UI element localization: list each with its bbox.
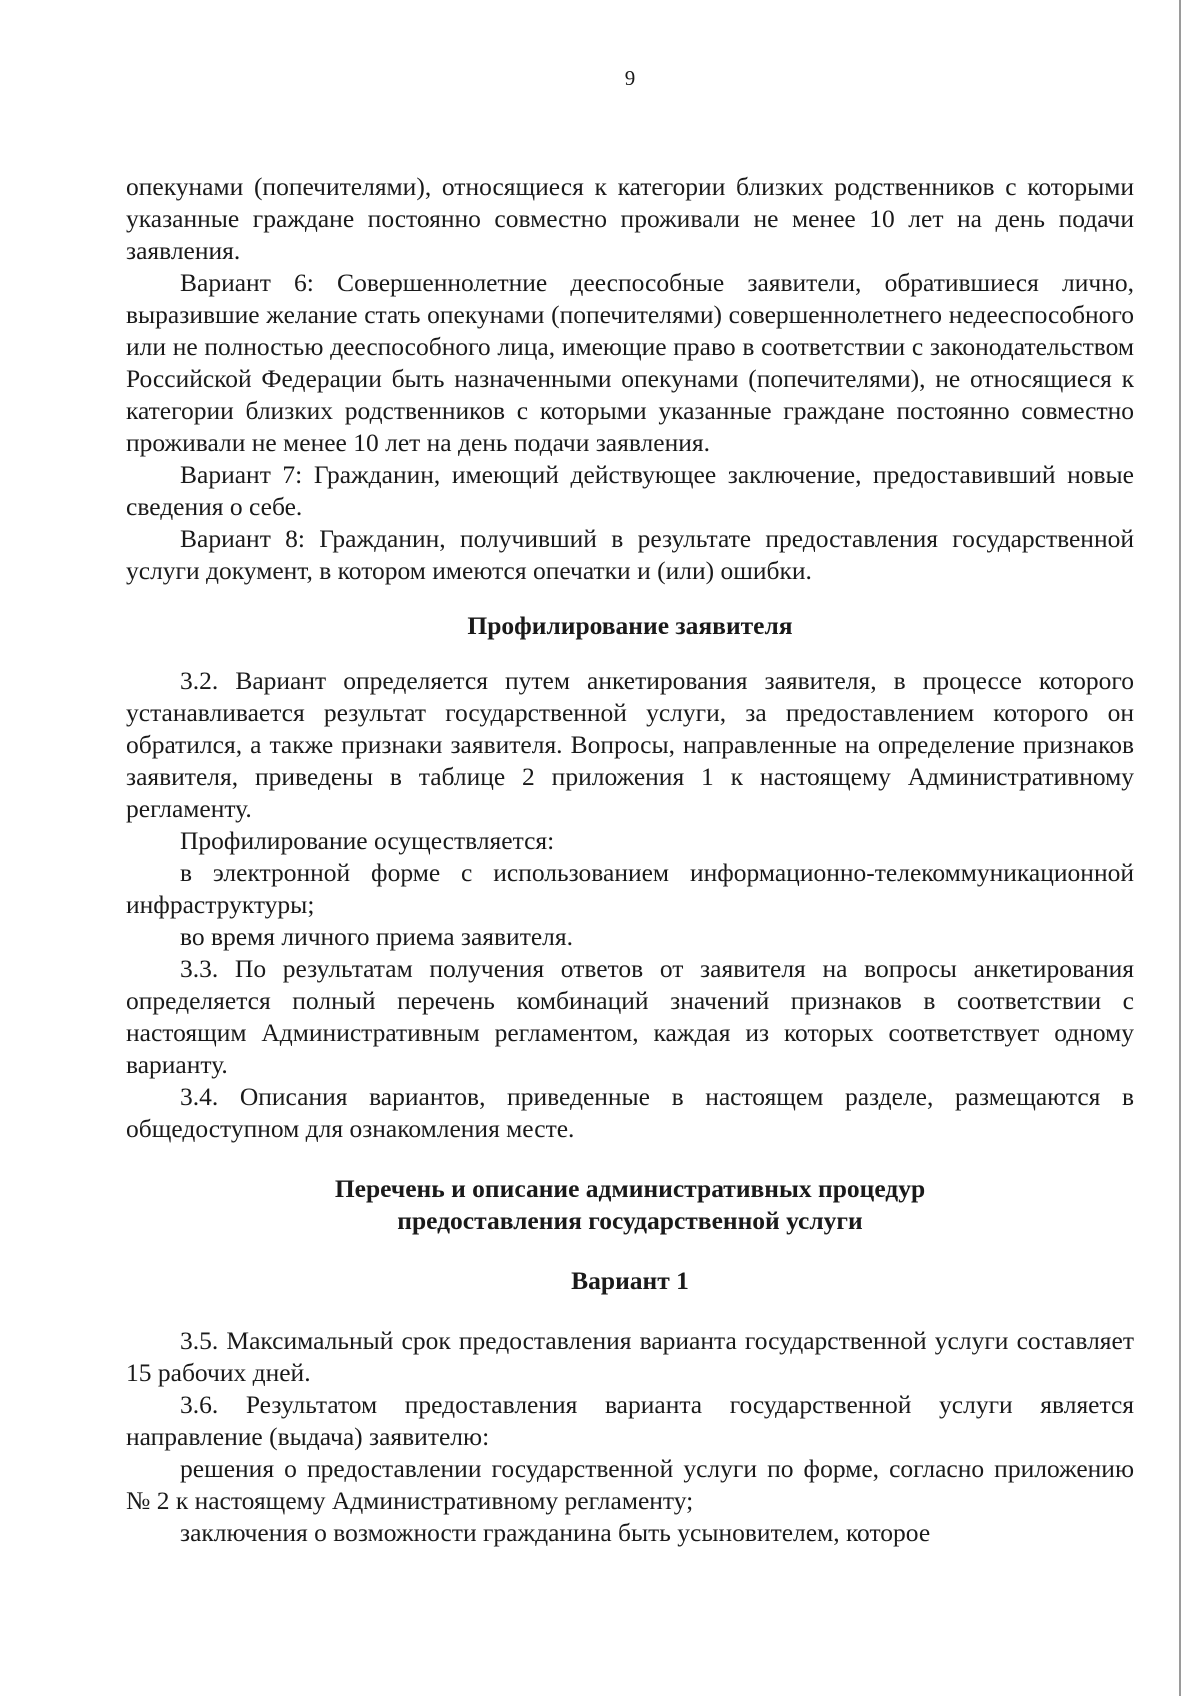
paragraph: Вариант 7: Гражданин, имеющий действующее заключение, предоставивший новые сведения о себе. [126,460,1134,521]
paragraph: 3.6. Результатом предоставления варианта государственной услуги является направление (выдача) заявителю: [126,1390,1134,1451]
paragraph: 3.5. Максимальный срок предоставления варианта государственной услуги составляет 15 рабочих дней. [126,1326,1134,1387]
paragraph: во время личного приема заявителя. [180,922,573,951]
paragraph: заключения о возможности гражданина быть усыновителем, которое [180,1518,931,1547]
document-body [126,171,1134,1549]
section-heading-variant-1: Вариант 1 [571,1266,689,1295]
paragraph: Вариант 8: Гражданин, получивший в результате предоставления государственной услуги документ, в котором имеются опечатки и (или) ошибки. [126,524,1134,585]
paragraph: Вариант 6: Совершеннолетние дееспособные заявители, обратившиеся лично, выразившие желание стать опекунами (попечителями) совершеннолетнего недееспособного или не полностью дееспособного лица, имеющие право в соответствии с законодательством Российской Федерации быть назначенными опекунами (попечителями), не относящиеся к категории близких родственников с которыми указанные граждане постоянно совместно проживали не менее 10 лет на день подачи заявления. [126,268,1134,457]
paragraph: 3.2. Вариант определяется путем анкетирования заявителя, в процессе которого устанавливается результат государственной услуги, за предоставлением которого он обратился, а также признаки заявителя. Вопросы, направленные на определение признаков заявителя, приведены в таблице 2 приложения 1 к настоящему Административному регламенту. [126,666,1134,823]
page-number: 9 [624,66,636,90]
section-heading-procedures-line-2: предоставления государственной услуги [397,1206,863,1235]
paragraph: в электронной форме с использованием информационно-телекоммуникационной инфраструктуры; [126,858,1134,919]
section-heading-procedures-line-1: Перечень и описание административных процедур [334,1174,926,1203]
paragraph: 3.3. По результатам получения ответов от заявителя на вопросы анкетирования определяется полный перечень комбинаций значений признаков в соответствии с настоящим Административным регламентом, каждая из которых соответствует одному варианту. [126,954,1134,1079]
paragraph: решения о предоставлении государственной услуги по форме, согласно приложению № 2 к настоящему Административному регламенту; [126,1454,1134,1515]
paragraph: 3.4. Описания вариантов, приведенные в настоящем разделе, размещаются в общедоступном для ознакомления месте. [126,1082,1134,1143]
paragraph: опекунами (попечителями), относящиеся к категории близких родственников с которыми указанные граждане постоянно совместно проживали не менее 10 лет на день подачи заявления. [126,172,1134,265]
paragraph: Профилирование осуществляется: [180,826,555,855]
section-heading-profiling: Профилирование заявителя [467,611,793,640]
scan-edge-line [1179,0,1181,1696]
